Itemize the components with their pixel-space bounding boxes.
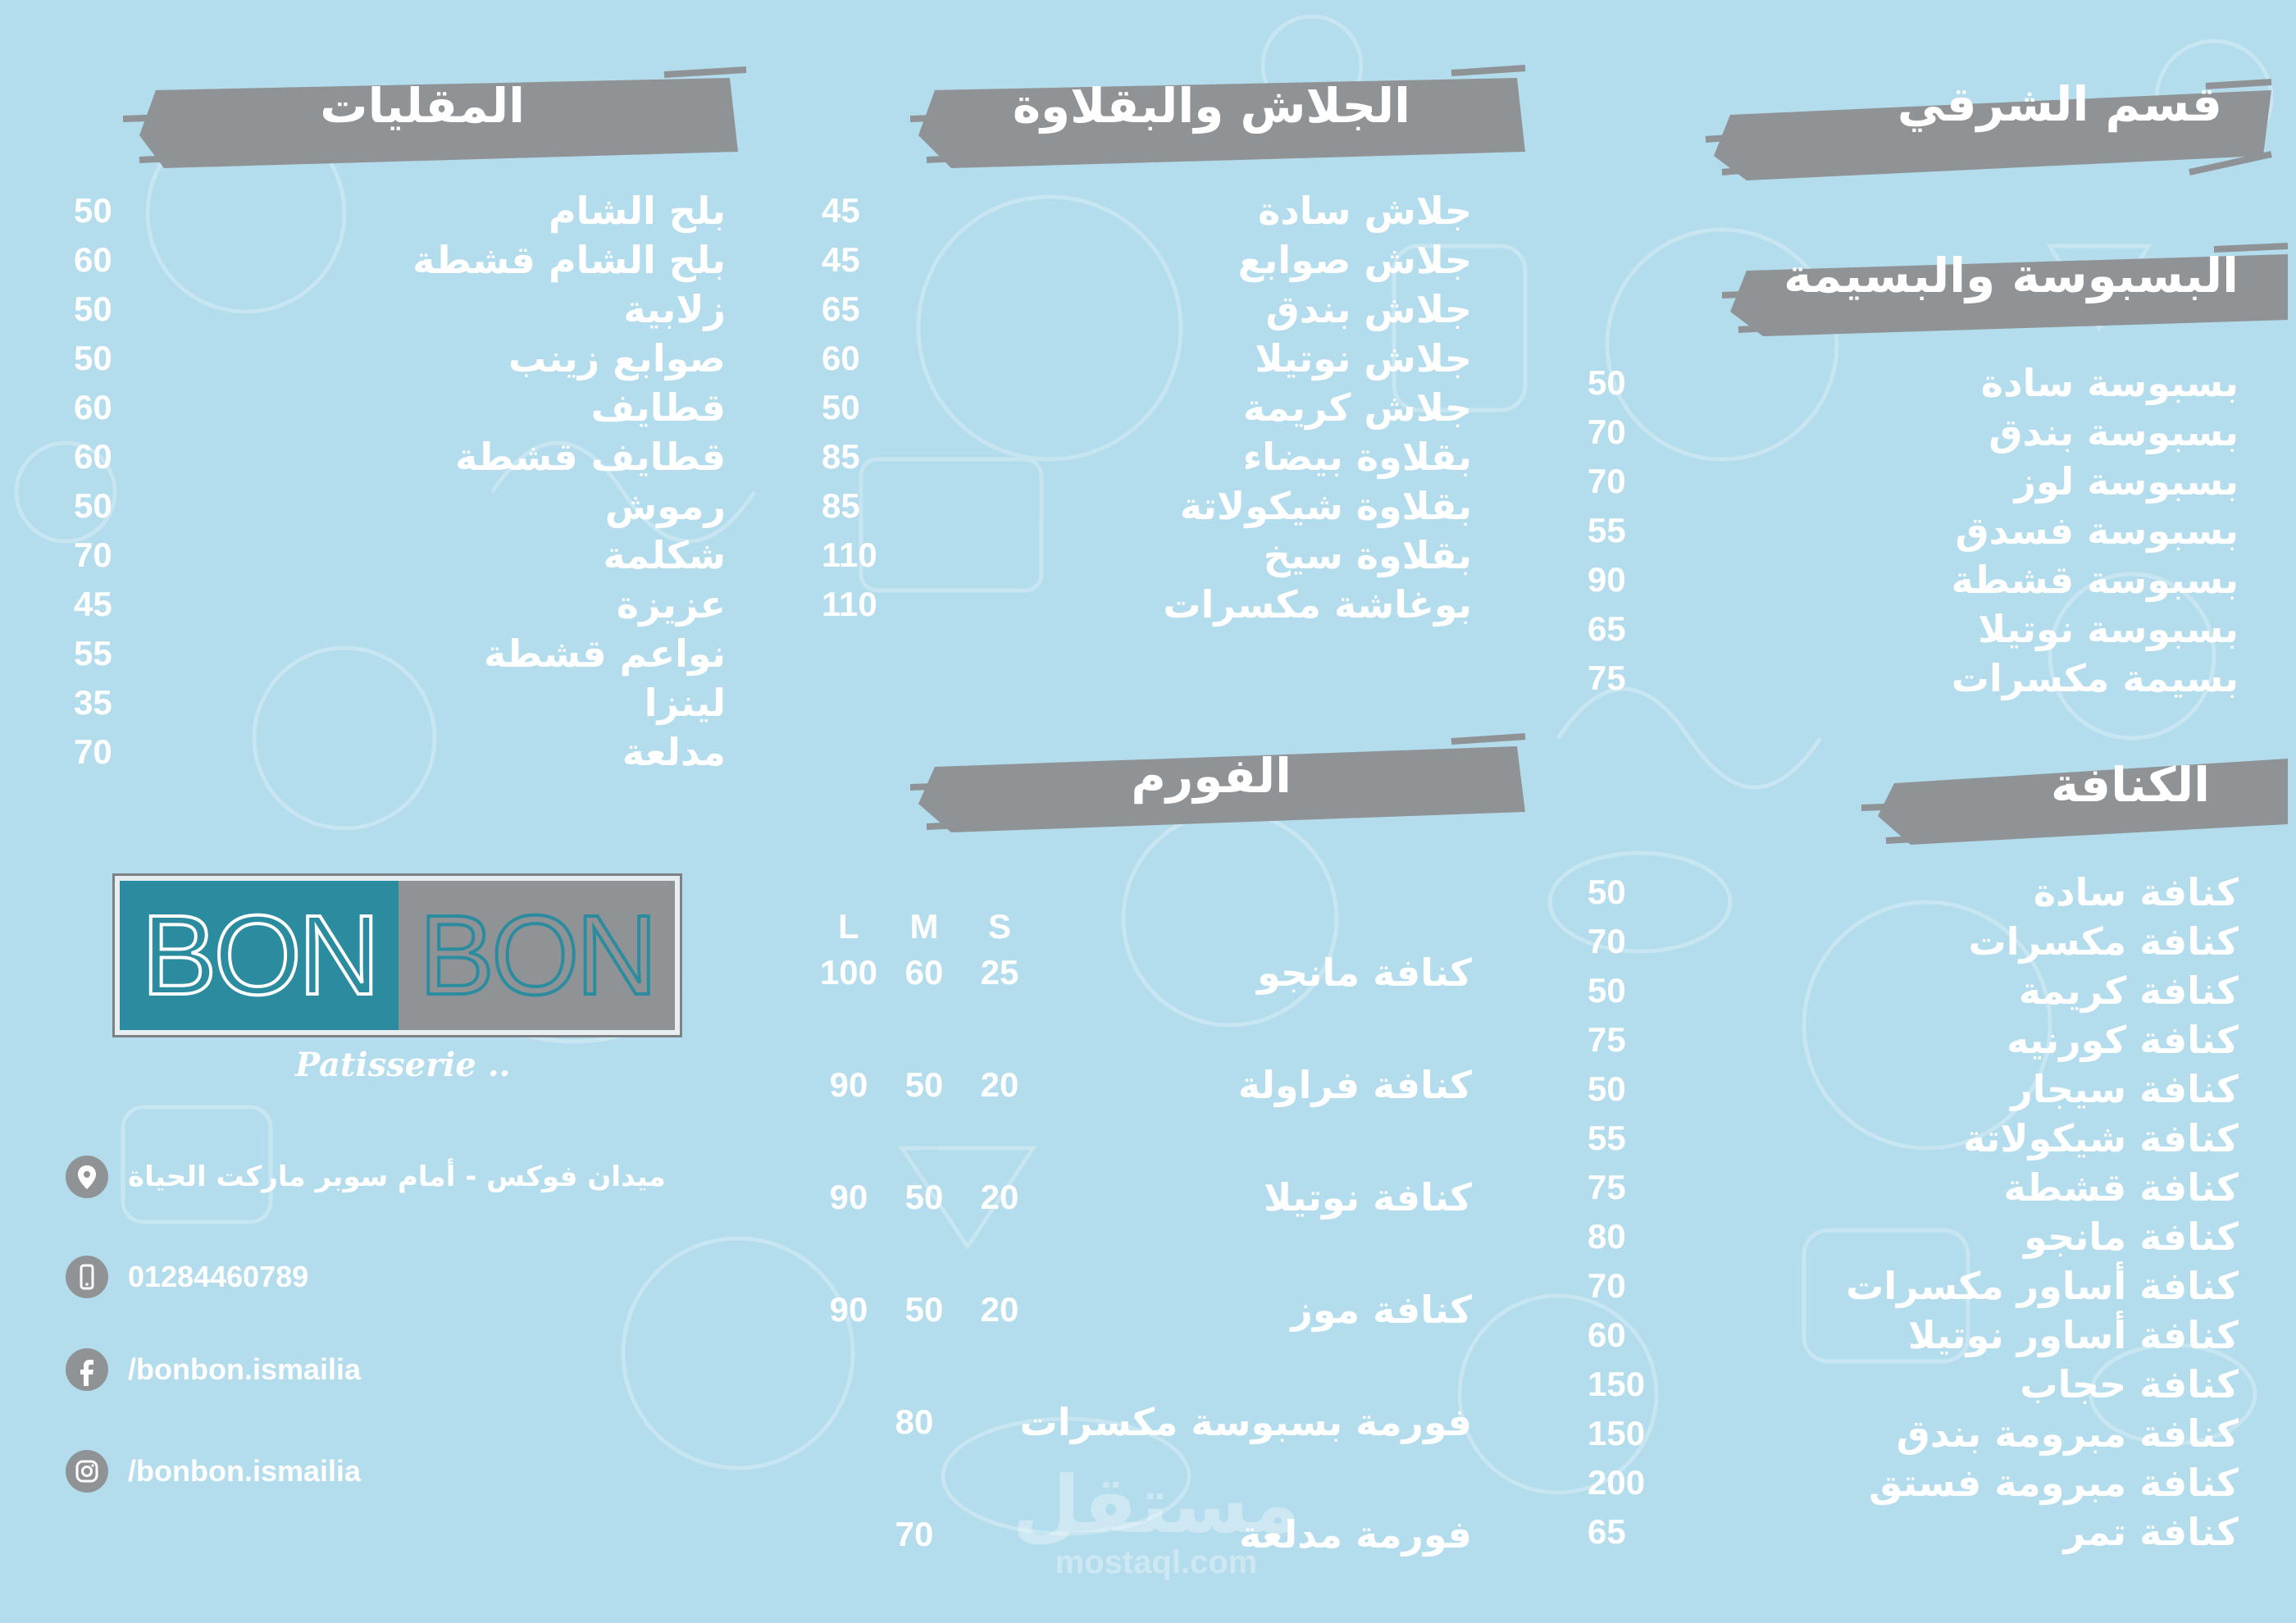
basbousa-list bbox=[1574, 358, 2239, 711]
item-name: بسبوسة فسدق bbox=[1955, 508, 2239, 553]
logo-left-panel bbox=[120, 881, 399, 1030]
item-price: 70 bbox=[74, 732, 112, 771]
item-name: كنافة مبرومة بندق bbox=[1896, 1411, 2239, 1456]
price-s: 20 bbox=[980, 1178, 1019, 1216]
list-item bbox=[1574, 868, 2239, 917]
item-price: 80 bbox=[1588, 1217, 1626, 1256]
item-price: 85 bbox=[822, 437, 860, 476]
list-item bbox=[1574, 1360, 2239, 1409]
item-name: جلاش صوابع bbox=[1237, 238, 1472, 282]
instagram-icon[interactable] bbox=[66, 1450, 108, 1493]
item-price: 75 bbox=[1588, 1168, 1626, 1206]
item-price: 60 bbox=[1588, 1315, 1626, 1354]
list-item bbox=[1574, 1015, 2239, 1065]
section-title-kunafa: الكنافة bbox=[2051, 757, 2210, 813]
price-s: 20 bbox=[980, 1065, 1019, 1104]
item-price: 65 bbox=[1588, 1512, 1626, 1551]
item-name: كنافة أساور نوتيلا bbox=[1907, 1313, 2239, 1357]
item-price: 110 bbox=[822, 536, 877, 574]
item-price: 85 bbox=[822, 486, 860, 525]
list-item bbox=[1574, 1507, 2239, 1557]
item-price: 60 bbox=[74, 388, 112, 426]
list-item bbox=[812, 1173, 1472, 1222]
item-price: 70 bbox=[1588, 1266, 1626, 1305]
item-name: بلح الشام قشطة bbox=[412, 238, 726, 282]
size-header-m: M bbox=[909, 907, 939, 946]
item-name: بسيمة مكسرات bbox=[1951, 656, 2239, 700]
item-price: 45 bbox=[822, 240, 860, 279]
price-l: 90 bbox=[829, 1065, 868, 1104]
list-item bbox=[66, 531, 726, 580]
list-item bbox=[1574, 1212, 2239, 1261]
item-price: 50 bbox=[1588, 363, 1626, 402]
list-item bbox=[812, 1397, 1472, 1447]
item-name: كنافة موز bbox=[1291, 1288, 1472, 1332]
item-price: 50 bbox=[1588, 971, 1626, 1010]
list-item bbox=[66, 285, 726, 334]
item-price: 65 bbox=[1588, 609, 1626, 648]
list-item bbox=[66, 432, 726, 481]
list-item bbox=[66, 383, 726, 432]
item-name: جلاش بندق bbox=[1265, 287, 1472, 331]
list-item bbox=[66, 580, 726, 629]
item-price: 55 bbox=[1588, 511, 1626, 549]
list-item bbox=[1574, 1163, 2239, 1212]
item-name: بقلاوة شيكولاتة bbox=[1179, 484, 1472, 528]
item-price: 75 bbox=[1588, 659, 1626, 697]
item-price: 55 bbox=[74, 634, 112, 672]
item-price: 200 bbox=[1588, 1463, 1646, 1502]
item-price: 50 bbox=[822, 388, 860, 426]
price-s: 20 bbox=[980, 1290, 1019, 1329]
list-item bbox=[812, 481, 1472, 531]
list-item bbox=[66, 235, 726, 285]
address-text: ميدان فوكس - أمام سوبر ماركت الحياة bbox=[128, 1160, 666, 1193]
phone-number[interactable]: 01284460789 bbox=[128, 1260, 309, 1293]
size-header-s: S bbox=[987, 907, 1011, 946]
list-item bbox=[1574, 917, 2239, 966]
item-name: فورمة مدلعة bbox=[1238, 1512, 1472, 1557]
list-item bbox=[66, 727, 726, 777]
list-item bbox=[1574, 654, 2239, 703]
list-item bbox=[1574, 408, 2239, 457]
item-name: بسبوسة بندق bbox=[1988, 410, 2239, 454]
item-price: 55 bbox=[1588, 1119, 1626, 1157]
item-name: كنافة أساور مكسرات bbox=[1846, 1264, 2239, 1308]
logo-tagline: Patisserie .. bbox=[295, 1046, 511, 1084]
list-item bbox=[1574, 1458, 2239, 1507]
item-name: عزيزة bbox=[616, 582, 726, 627]
price-l: 90 bbox=[829, 1290, 868, 1329]
list-item bbox=[66, 678, 726, 727]
list-item bbox=[1574, 1261, 2239, 1311]
item-name: بقلاوة سيخ bbox=[1263, 533, 1472, 577]
item-price: 80 bbox=[895, 1402, 934, 1441]
item-name: كنافة سيجار bbox=[2011, 1067, 2239, 1111]
list-item bbox=[66, 186, 726, 235]
item-name: كنافة حجاب bbox=[2020, 1362, 2239, 1406]
section-title-forma: الفورم bbox=[1131, 748, 1292, 804]
list-item bbox=[1574, 1311, 2239, 1360]
phone-icon bbox=[66, 1256, 108, 1298]
instagram-handle[interactable]: /bonbon.ismailia bbox=[128, 1454, 362, 1488]
item-name: كنافة سادة bbox=[2033, 870, 2239, 914]
item-price: 110 bbox=[822, 585, 877, 623]
facebook-icon[interactable] bbox=[66, 1348, 108, 1391]
item-name: بسبوسة سادة bbox=[1980, 361, 2239, 405]
item-name: كنافة مكسرات bbox=[1968, 919, 2239, 964]
price-m: 50 bbox=[904, 1178, 944, 1216]
item-name: كنافة قشطة bbox=[2003, 1165, 2239, 1210]
item-price: 150 bbox=[1588, 1365, 1646, 1403]
item-price: 65 bbox=[822, 289, 860, 328]
item-name: بسبوسة نوتيلا bbox=[1978, 607, 2239, 651]
list-item bbox=[812, 334, 1472, 383]
list-item bbox=[1574, 506, 2239, 555]
item-price: 90 bbox=[1588, 560, 1626, 599]
location-pin-icon bbox=[66, 1156, 108, 1198]
item-name: كنافة مانجو bbox=[1257, 951, 1472, 995]
item-price: 50 bbox=[74, 191, 112, 230]
item-name: رموش bbox=[604, 484, 726, 528]
item-price: 50 bbox=[74, 289, 112, 328]
list-item bbox=[812, 186, 1472, 235]
price-l: 90 bbox=[829, 1178, 868, 1216]
item-name: جلاش نوتيلا bbox=[1255, 336, 1472, 381]
size-headers bbox=[812, 902, 1058, 951]
logo-word-left: BON bbox=[141, 892, 377, 1019]
price-s: 25 bbox=[980, 953, 1019, 992]
list-item bbox=[66, 334, 726, 383]
section-title-gollash: الجلاش والبقلاوة bbox=[1012, 78, 1410, 134]
item-name: نواعم قشطة bbox=[483, 631, 726, 676]
kunafa-list bbox=[1574, 868, 2239, 1565]
list-item bbox=[812, 285, 1472, 334]
facebook-handle[interactable]: /bonbon.ismailia bbox=[128, 1352, 362, 1386]
item-name: كنافة مانجو bbox=[2024, 1215, 2239, 1259]
item-name: كنافة شيكولاتة bbox=[1963, 1116, 2239, 1160]
price-m: 50 bbox=[904, 1290, 944, 1329]
section-title-basbousa: البسبوسة والبسيمة bbox=[1784, 248, 2239, 303]
item-name: فورمة بسبوسة مكسرات bbox=[1019, 1400, 1472, 1444]
item-name: كنافة كريمة bbox=[2018, 969, 2239, 1013]
logo-right-panel bbox=[399, 881, 675, 1030]
item-name: زلابية bbox=[623, 287, 726, 331]
item-name: صوابع زينب bbox=[508, 336, 726, 381]
price-m: 60 bbox=[904, 953, 944, 992]
item-name: شكلمة bbox=[603, 533, 726, 577]
item-price: 75 bbox=[1588, 1020, 1626, 1059]
item-name: مدلعة bbox=[622, 730, 726, 774]
item-name: كنافة فراولة bbox=[1237, 1063, 1472, 1107]
maqliyat-list bbox=[66, 186, 726, 785]
item-name: كنافة كورنيه bbox=[2007, 1018, 2239, 1062]
list-item bbox=[1574, 358, 2239, 408]
list-item bbox=[1574, 966, 2239, 1015]
item-price: 60 bbox=[74, 240, 112, 279]
item-price: 50 bbox=[1588, 873, 1626, 911]
list-item bbox=[1574, 604, 2239, 654]
bonbon-logo bbox=[112, 873, 682, 1037]
item-price: 60 bbox=[822, 339, 860, 377]
item-price: 150 bbox=[1588, 1414, 1646, 1452]
item-price: 60 bbox=[74, 437, 112, 476]
item-name: بلح الشام bbox=[548, 189, 726, 233]
item-price: 70 bbox=[895, 1515, 934, 1553]
item-price: 50 bbox=[74, 486, 112, 525]
watermark-arabic: مستقل bbox=[1012, 1459, 1301, 1551]
price-l: 100 bbox=[819, 953, 878, 992]
list-item bbox=[812, 948, 1472, 997]
list-item bbox=[812, 432, 1472, 481]
section-title-maqliyat: المقليات bbox=[320, 78, 525, 134]
list-item bbox=[1574, 1114, 2239, 1163]
item-price: 50 bbox=[1588, 1069, 1626, 1108]
item-name: بقلاوة بيضاء bbox=[1242, 435, 1472, 479]
list-item bbox=[66, 629, 726, 678]
item-name: بسبوسة لوز bbox=[2014, 459, 2239, 504]
item-price: 70 bbox=[1588, 462, 1626, 500]
list-item bbox=[1574, 555, 2239, 604]
list-item bbox=[812, 1285, 1472, 1334]
item-price: 70 bbox=[1588, 922, 1626, 960]
item-name: قطايف bbox=[590, 385, 726, 430]
item-price: 45 bbox=[74, 585, 112, 623]
list-item bbox=[812, 580, 1472, 629]
price-m: 50 bbox=[904, 1065, 944, 1104]
list-item bbox=[66, 481, 726, 531]
size-header-l: L bbox=[838, 907, 859, 946]
list-item bbox=[812, 1060, 1472, 1110]
gollash-list bbox=[812, 186, 1472, 637]
item-name: بوغاشة مكسرات bbox=[1163, 582, 1472, 627]
item-name: جلاش سادة bbox=[1258, 189, 1472, 233]
watermark-url: mostaql.com bbox=[1055, 1544, 1258, 1580]
item-name: كنافة نوتيلا bbox=[1264, 1175, 1472, 1220]
list-item bbox=[812, 383, 1472, 432]
logo-word-right: BON bbox=[418, 892, 655, 1019]
item-price: 35 bbox=[74, 683, 112, 722]
item-name: كنافة مبرومة فستق bbox=[1869, 1461, 2239, 1505]
watermark bbox=[1000, 1460, 1312, 1583]
item-name: بسبوسة قشطة bbox=[1951, 558, 2239, 602]
list-item bbox=[1574, 457, 2239, 506]
list-item bbox=[812, 531, 1472, 580]
item-price: 70 bbox=[74, 536, 112, 574]
list-item bbox=[1574, 1065, 2239, 1114]
item-price: 50 bbox=[74, 339, 112, 377]
item-name: قطايف قشطة bbox=[455, 435, 726, 479]
item-price: 45 bbox=[822, 191, 860, 230]
item-name: جلاش كريمة bbox=[1243, 385, 1472, 430]
list-item bbox=[1574, 1409, 2239, 1458]
list-item bbox=[812, 235, 1472, 285]
item-price: 70 bbox=[1588, 413, 1626, 451]
section-title-sharqi: قسم الشرقي bbox=[1897, 76, 2222, 132]
item-name: لينزا bbox=[644, 681, 726, 725]
item-name: كنافة تمر bbox=[2063, 1510, 2239, 1554]
